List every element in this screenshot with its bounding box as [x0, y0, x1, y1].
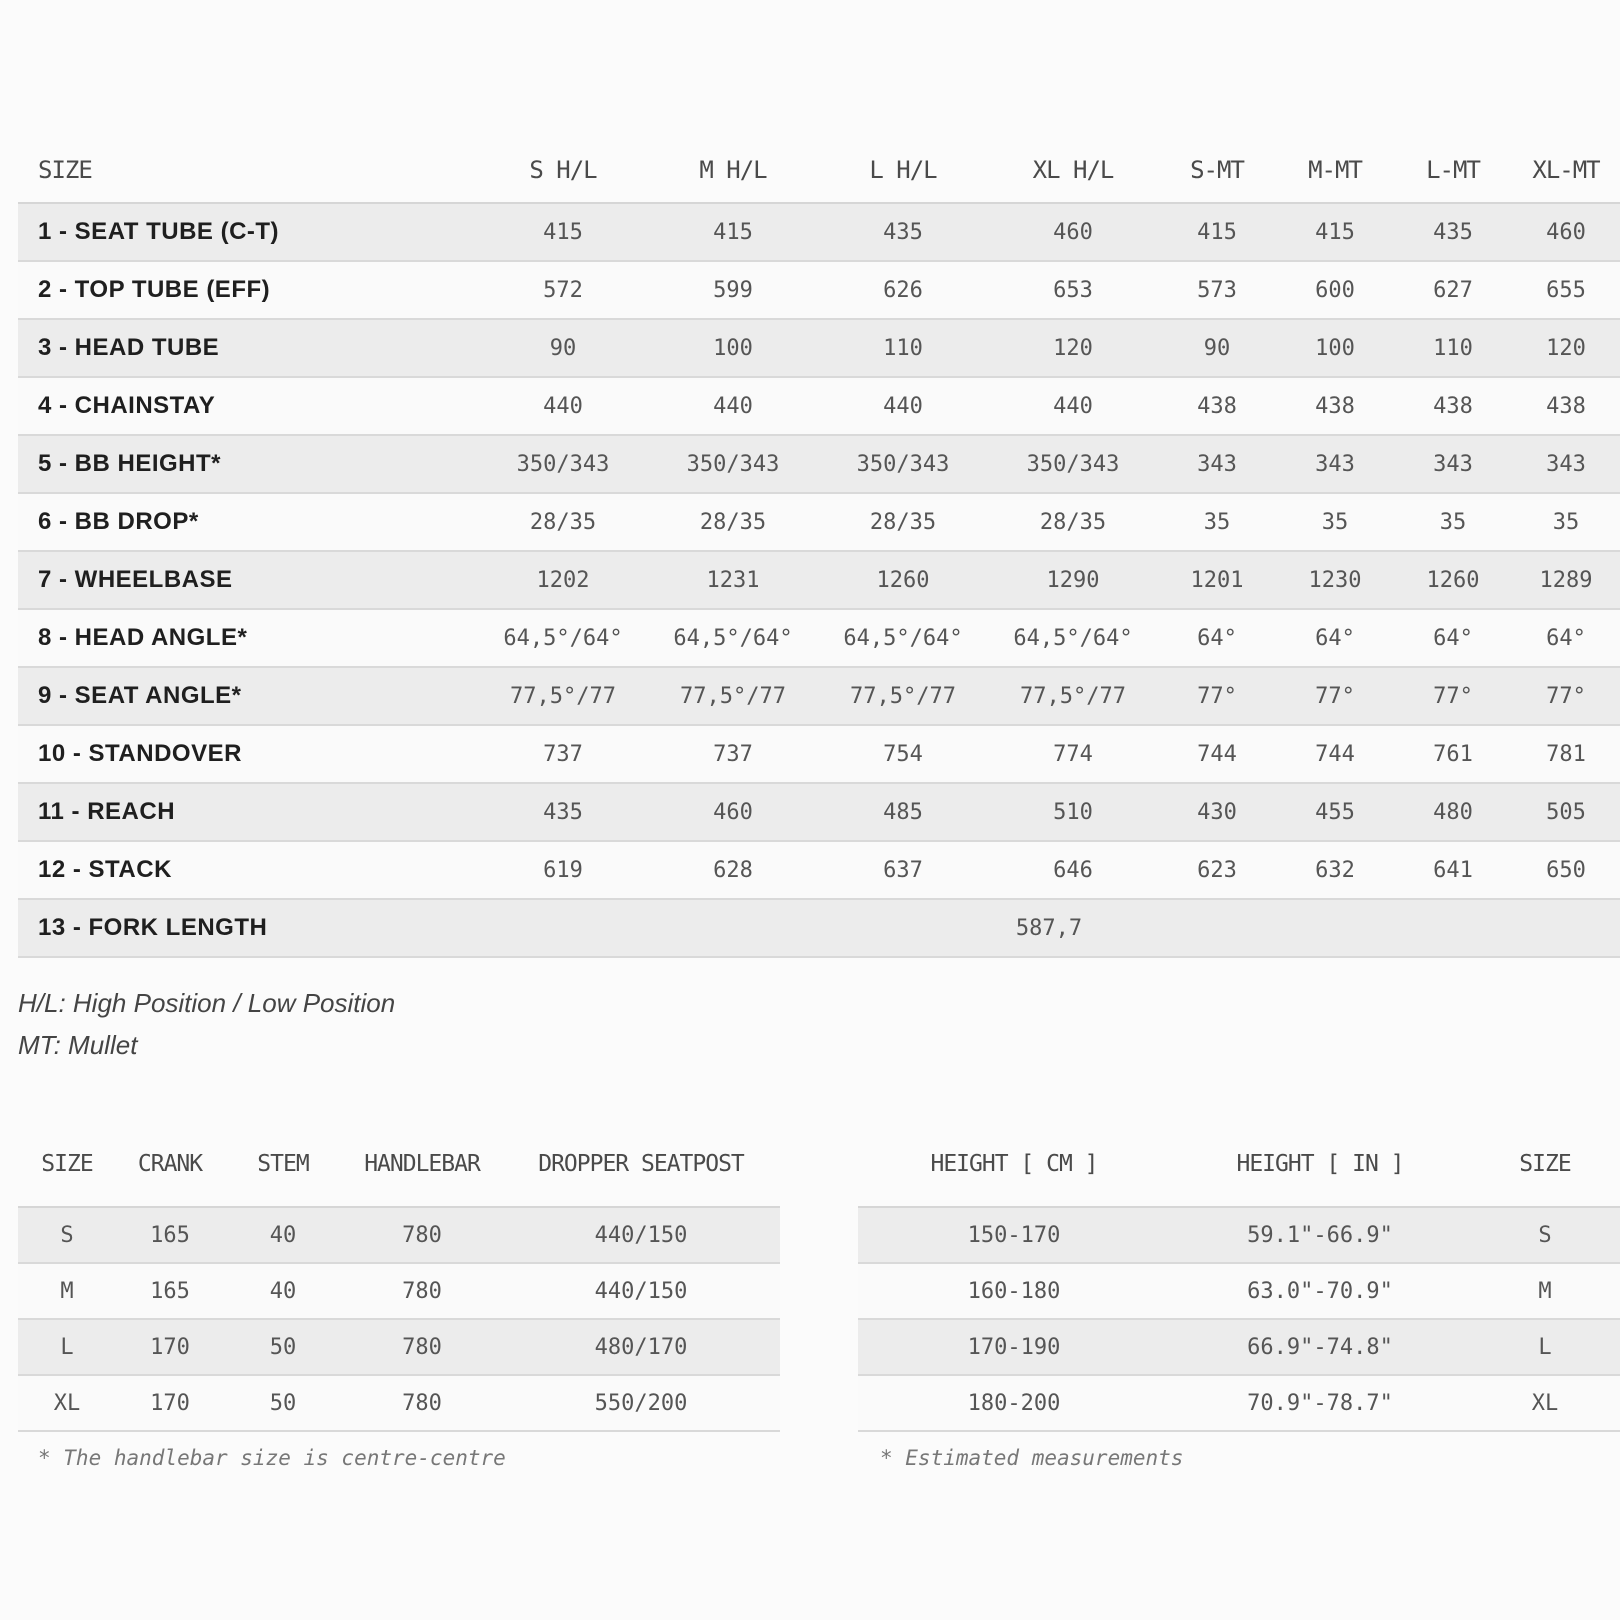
geometry-header-row — [18, 138, 1620, 203]
components-cell: 40 — [224, 1207, 342, 1263]
geometry-row — [18, 435, 1620, 493]
geometry-row-label: 9 - SEAT ANGLE* — [18, 667, 478, 725]
geometry-cell: 480 — [1394, 783, 1512, 841]
fork-length-label: 13 - FORK LENGTH — [18, 899, 478, 957]
geometry-cell: 110 — [818, 319, 988, 377]
sizing-header: HEIGHT [ CM ] — [858, 1122, 1170, 1207]
components-header: DROPPER SEATPOST — [502, 1122, 780, 1207]
geometry-cell: 77° — [1394, 667, 1512, 725]
sizing-row — [858, 1375, 1620, 1431]
geometry-row-label: 7 - WHEELBASE — [18, 551, 478, 609]
components-cell: 165 — [116, 1207, 224, 1263]
geometry-cell: 100 — [648, 319, 818, 377]
geometry-cell: 623 — [1158, 841, 1276, 899]
geometry-cell: 761 — [1394, 725, 1512, 783]
geometry-cell: 64° — [1158, 609, 1276, 667]
sizing-row — [858, 1319, 1620, 1375]
geometry-cell: 440 — [478, 377, 648, 435]
geometry-cell: 627 — [1394, 261, 1512, 319]
sizing-cell: 150-170 — [858, 1207, 1170, 1263]
geometry-cell: 100 — [1276, 319, 1394, 377]
geometry-row-label: 4 - CHAINSTAY — [18, 377, 478, 435]
geometry-cell: 350/343 — [648, 435, 818, 493]
sizing-cell: M — [1470, 1263, 1620, 1319]
geometry-cell: 28/35 — [478, 493, 648, 551]
geometry-row — [18, 841, 1620, 899]
geometry-table — [18, 138, 1620, 958]
geometry-cell: 28/35 — [988, 493, 1158, 551]
sizing-cell: L — [1470, 1319, 1620, 1375]
components-cell: 440/150 — [502, 1207, 780, 1263]
geometry-cell: 415 — [1158, 203, 1276, 261]
geometry-cell: 754 — [818, 725, 988, 783]
components-cell: 780 — [342, 1319, 502, 1375]
geometry-cell: 64° — [1512, 609, 1620, 667]
geometry-cell: 415 — [1276, 203, 1394, 261]
components-header: SIZE — [18, 1122, 116, 1207]
geometry-cell: 653 — [988, 261, 1158, 319]
geometry-cell: 77,5°/77 — [478, 667, 648, 725]
geometry-cell: 641 — [1394, 841, 1512, 899]
geometry-cell: 460 — [648, 783, 818, 841]
geometry-cell: 64,5°/64° — [478, 609, 648, 667]
geometry-cell: 438 — [1158, 377, 1276, 435]
geometry-body — [18, 203, 1620, 957]
geometry-row-label: 10 - STANDOVER — [18, 725, 478, 783]
geometry-cell: 120 — [988, 319, 1158, 377]
components-cell: 40 — [224, 1263, 342, 1319]
components-cell: 780 — [342, 1263, 502, 1319]
geometry-cell: 77,5°/77 — [648, 667, 818, 725]
geometry-cell: 77° — [1276, 667, 1394, 725]
geometry-cell: 343 — [1394, 435, 1512, 493]
geometry-cell: 64,5°/64° — [988, 609, 1158, 667]
fork-length-value: 587,7 — [478, 899, 1620, 957]
sizing-cell: 63.0"-70.9" — [1170, 1263, 1470, 1319]
geometry-row — [18, 319, 1620, 377]
geometry-cell: 64° — [1394, 609, 1512, 667]
sizing-row — [858, 1263, 1620, 1319]
geometry-cell: 435 — [818, 203, 988, 261]
components-body — [18, 1207, 780, 1431]
geometry-cell: 440 — [988, 377, 1158, 435]
sizing-cell: 66.9"-74.8" — [1170, 1319, 1470, 1375]
geometry-row-label: 2 - TOP TUBE (EFF) — [18, 261, 478, 319]
geometry-header-size: SIZE — [18, 138, 478, 203]
geometry-cell: 438 — [1512, 377, 1620, 435]
geometry-cell: 350/343 — [478, 435, 648, 493]
geometry-cell: 343 — [1512, 435, 1620, 493]
geometry-cell: 646 — [988, 841, 1158, 899]
geometry-cell: 350/343 — [818, 435, 988, 493]
geometry-cell: 77° — [1512, 667, 1620, 725]
geometry-cell: 77,5°/77 — [988, 667, 1158, 725]
geometry-row — [18, 609, 1620, 667]
geometry-header-col: M-MT — [1276, 138, 1394, 203]
geometry-header-col: L H/L — [818, 138, 988, 203]
geometry-cell: 781 — [1512, 725, 1620, 783]
components-row — [18, 1375, 780, 1431]
sizing-cell: XL — [1470, 1375, 1620, 1431]
note-hl: H/L: High Position / Low Position — [18, 988, 396, 1018]
components-cell: 780 — [342, 1375, 502, 1431]
geometry-header-col: L-MT — [1394, 138, 1512, 203]
geometry-cell: 64,5°/64° — [648, 609, 818, 667]
geometry-cell: 600 — [1276, 261, 1394, 319]
geometry-cell: 632 — [1276, 841, 1394, 899]
components-cell: 165 — [116, 1263, 224, 1319]
geometry-row — [18, 493, 1620, 551]
note-mt: MT: Mullet — [18, 1030, 138, 1060]
sizing-body — [858, 1207, 1620, 1431]
sizing-footnote: * Estimated measurements — [880, 1446, 1184, 1470]
sizing-header: SIZE — [1470, 1122, 1620, 1207]
sizing-table — [858, 1122, 1620, 1432]
components-cell: 440/150 — [502, 1263, 780, 1319]
geometry-cell: 505 — [1512, 783, 1620, 841]
geometry-cell: 485 — [818, 783, 988, 841]
geometry-cell: 737 — [478, 725, 648, 783]
sizing-cell: 70.9"-78.7" — [1170, 1375, 1470, 1431]
sizing-cell: 59.1"-66.9" — [1170, 1207, 1470, 1263]
geometry-cell: 737 — [648, 725, 818, 783]
geometry-cell: 435 — [478, 783, 648, 841]
geometry-cell: 460 — [988, 203, 1158, 261]
geometry-row — [18, 203, 1620, 261]
geometry-cell: 438 — [1276, 377, 1394, 435]
geometry-cell: 415 — [648, 203, 818, 261]
geometry-header-col: S-MT — [1158, 138, 1276, 203]
geometry-cell: 28/35 — [648, 493, 818, 551]
geometry-cell: 120 — [1512, 319, 1620, 377]
geometry-cell: 655 — [1512, 261, 1620, 319]
geometry-cell: 1260 — [818, 551, 988, 609]
components-row — [18, 1207, 780, 1263]
geometry-header-col: S H/L — [478, 138, 648, 203]
geometry-cell: 1231 — [648, 551, 818, 609]
geometry-row-label: 1 - SEAT TUBE (C-T) — [18, 203, 478, 261]
geometry-cell: 77° — [1158, 667, 1276, 725]
components-header-row — [18, 1122, 780, 1207]
geometry-cell: 435 — [1394, 203, 1512, 261]
components-cell: L — [18, 1319, 116, 1375]
geometry-cell: 1202 — [478, 551, 648, 609]
geometry-row-label: 6 - BB DROP* — [18, 493, 478, 551]
components-header: CRANK — [116, 1122, 224, 1207]
geometry-cell: 90 — [478, 319, 648, 377]
sizing-header: HEIGHT [ IN ] — [1170, 1122, 1470, 1207]
sizing-cell: 170-190 — [858, 1319, 1170, 1375]
geometry-cell: 64° — [1276, 609, 1394, 667]
geometry-cell: 572 — [478, 261, 648, 319]
geometry-cell: 774 — [988, 725, 1158, 783]
geometry-row — [18, 551, 1620, 609]
geometry-cell: 744 — [1158, 725, 1276, 783]
components-cell: M — [18, 1263, 116, 1319]
geometry-cell: 637 — [818, 841, 988, 899]
geometry-row-label: 12 - STACK — [18, 841, 478, 899]
geometry-cell: 1290 — [988, 551, 1158, 609]
sizing-header-row — [858, 1122, 1620, 1207]
components-cell: 550/200 — [502, 1375, 780, 1431]
geometry-cell: 35 — [1394, 493, 1512, 551]
sizing-cell: S — [1470, 1207, 1620, 1263]
geometry-cell: 626 — [818, 261, 988, 319]
geometry-row — [18, 783, 1620, 841]
geometry-cell: 430 — [1158, 783, 1276, 841]
geometry-cell: 460 — [1512, 203, 1620, 261]
components-cell: 170 — [116, 1375, 224, 1431]
geometry-row — [18, 377, 1620, 435]
geometry-cell: 343 — [1276, 435, 1394, 493]
geometry-cell: 415 — [478, 203, 648, 261]
components-row — [18, 1263, 780, 1319]
geometry-cell: 744 — [1276, 725, 1394, 783]
geometry-row-label: 5 - BB HEIGHT* — [18, 435, 478, 493]
geometry-row — [18, 667, 1620, 725]
sizing-cell: 180-200 — [858, 1375, 1170, 1431]
components-cell: 780 — [342, 1207, 502, 1263]
components-footnote: * The handlebar size is centre-centre — [38, 1446, 506, 1470]
geometry-row — [18, 261, 1620, 319]
geometry-row-fork — [18, 899, 1620, 957]
sizing-cell: 160-180 — [858, 1263, 1170, 1319]
geometry-cell: 599 — [648, 261, 818, 319]
geometry-cell: 619 — [478, 841, 648, 899]
geometry-cell: 440 — [818, 377, 988, 435]
geometry-row-label: 11 - REACH — [18, 783, 478, 841]
components-table — [18, 1122, 780, 1432]
geometry-cell: 1260 — [1394, 551, 1512, 609]
sizing-row — [858, 1207, 1620, 1263]
components-cell: 50 — [224, 1375, 342, 1431]
geometry-row — [18, 725, 1620, 783]
components-cell: 480/170 — [502, 1319, 780, 1375]
components-cell: 50 — [224, 1319, 342, 1375]
components-cell: 170 — [116, 1319, 224, 1375]
geometry-cell: 35 — [1512, 493, 1620, 551]
geometry-cell: 510 — [988, 783, 1158, 841]
geometry-cell: 343 — [1158, 435, 1276, 493]
geometry-cell: 440 — [648, 377, 818, 435]
geometry-cell: 110 — [1394, 319, 1512, 377]
components-header: STEM — [224, 1122, 342, 1207]
geometry-header-col: M H/L — [648, 138, 818, 203]
geometry-cell: 90 — [1158, 319, 1276, 377]
geometry-cell: 1230 — [1276, 551, 1394, 609]
geometry-notes — [18, 982, 395, 1066]
geometry-cell: 28/35 — [818, 493, 988, 551]
geometry-cell: 628 — [648, 841, 818, 899]
geometry-header-col: XL H/L — [988, 138, 1158, 203]
components-cell: XL — [18, 1375, 116, 1431]
components-cell: S — [18, 1207, 116, 1263]
geometry-cell: 77,5°/77 — [818, 667, 988, 725]
geometry-row-label: 3 - HEAD TUBE — [18, 319, 478, 377]
geometry-cell: 35 — [1276, 493, 1394, 551]
geometry-cell: 35 — [1158, 493, 1276, 551]
geometry-cell: 350/343 — [988, 435, 1158, 493]
geometry-header-col: XL-MT — [1512, 138, 1620, 203]
geometry-row-label: 8 - HEAD ANGLE* — [18, 609, 478, 667]
components-header: HANDLEBAR — [342, 1122, 502, 1207]
geometry-cell: 650 — [1512, 841, 1620, 899]
components-row — [18, 1319, 780, 1375]
geometry-cell: 64,5°/64° — [818, 609, 988, 667]
geometry-cell: 1289 — [1512, 551, 1620, 609]
geometry-cell: 573 — [1158, 261, 1276, 319]
geometry-cell: 455 — [1276, 783, 1394, 841]
geometry-cell: 438 — [1394, 377, 1512, 435]
geometry-cell: 1201 — [1158, 551, 1276, 609]
